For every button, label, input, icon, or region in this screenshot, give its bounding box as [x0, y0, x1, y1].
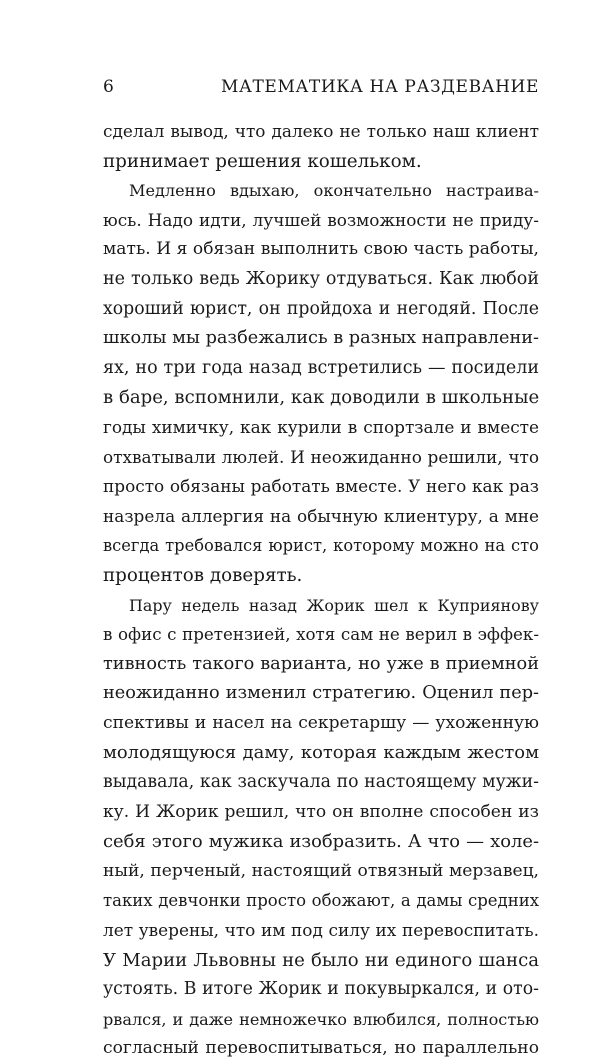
text-line: в баре, вспомнили, как доводили в школьные	[103, 387, 540, 409]
text-line: тивность такого варианта, но уже в приемной	[103, 653, 539, 674]
text-line: просто обязаны работать вместе. У него как раз	[103, 476, 539, 497]
text-line: лет уверены, что им под силу их перевоспитать.	[103, 920, 539, 941]
text-line: годы химичку, как курили в спортзале и вместе	[103, 416, 539, 437]
text-line: процентов доверять.	[103, 564, 303, 586]
text-line: не только ведь Жорику отдуваться. Как любой	[103, 268, 539, 289]
text-line: выдавала, как заскучала по настоящему мужи-	[103, 772, 539, 793]
text-line: себя этого мужика изобразить. А что — холе-	[103, 831, 539, 853]
text-line: юсь. Надо идти, лучшей возможности не приду-	[103, 209, 539, 230]
text-line: ку. И Жорик решил, что он вполне способен из	[103, 801, 539, 822]
body-text	[103, 117, 539, 1064]
text-line: отхватывали люлей. И неожиданно решили, что	[103, 446, 539, 467]
text-line: ный, перченый, настоящий отвязный мерзавец,	[103, 860, 539, 881]
text-line: устоять. В итоге Жорик и покувыркался, и ото-	[103, 979, 539, 1000]
text-line: в офис с претензией, хотя сам не верил в эффек-	[103, 624, 539, 645]
text-line: школы мы разбежались в разных направлени-	[103, 328, 539, 349]
text-line: принимает решения кошельком.	[103, 150, 422, 172]
running-head	[103, 77, 539, 101]
text-line: Пару недель назад Жорик шел к Куприянову	[129, 595, 539, 615]
text-line: всегда требовался юрист, которому можно на сто	[103, 536, 539, 556]
text-line: спективы и насел на секретаршу — ухоженную	[103, 712, 539, 733]
text-line: назрела аллергия на обычную клиентуру, а мне	[103, 505, 539, 526]
text-line: мать. И я обязан выполнить свою часть работы,	[103, 239, 539, 260]
text-line: неожиданно изменил стратегию. Оценил пер-	[103, 683, 539, 704]
text-line: сделал вывод, что далеко не только наш клиент	[103, 121, 539, 141]
text-line: таких девчонки просто обожают, а дамы средних	[103, 891, 539, 911]
text-line: хороший юрист, он пройдоха и негодяй. После	[103, 298, 539, 319]
book-title: МАТЕМАТИКА НА РАЗДЕВАНИЕ	[221, 77, 539, 97]
text-line: Медленно вдыхаю, окончательно настраива-	[129, 181, 539, 201]
text-line: рвался, и даже немножечко влюбился, полностью	[103, 1009, 539, 1029]
text-line: молодящуюся даму, которая каждым жестом	[103, 742, 539, 764]
page-number: 6	[103, 77, 115, 97]
text-line: ях, но три года назад встретились — посидели	[103, 357, 539, 378]
text-line: согласный перевоспитываться, но параллельно	[103, 1038, 539, 1059]
text-line: У Марии Львовны не было ни единого шанса	[103, 949, 539, 971]
